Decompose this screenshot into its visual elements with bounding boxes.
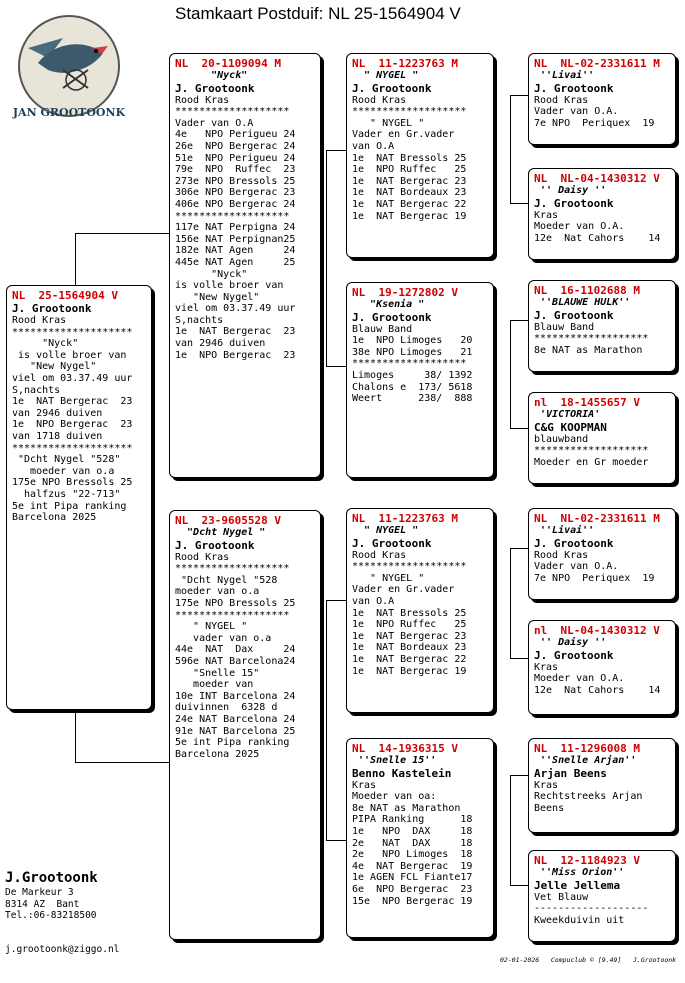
card-line: 5e int Pipa ranking (12, 500, 127, 512)
owner-city: 8314 AZ Bant (5, 898, 80, 910)
pedigree-card-mff[interactable] (528, 508, 676, 600)
ring-number: nl NL-04-1430312 V (534, 624, 660, 637)
card-line: 1e NAT Bergerac 19 (352, 210, 467, 222)
pedigree-card-father[interactable] (169, 53, 321, 478)
card-line: Rood Kras (12, 315, 67, 326)
card-line: halfzus "22-713" (12, 488, 121, 500)
connector (510, 658, 528, 659)
ring-number: NL NL-02-2331611 M (534, 512, 660, 525)
connector (326, 840, 346, 841)
card-line: ******************* (175, 609, 290, 621)
pedigree-card-fmf[interactable] (528, 280, 676, 372)
card-line: is volle broer van (12, 349, 127, 361)
card-line: 273e NPO Bressols 25 (175, 175, 296, 187)
card-line: 6e NPO Bergerac 23 (352, 883, 473, 895)
card-line: 306e NPO Bergerac 23 (175, 187, 296, 199)
card-line: 8e NAT as Marathon (534, 344, 643, 356)
card-line: Barcelona 2025 (175, 748, 260, 760)
page-title: Stamkaart Postduif: NL 25-1564904 V (175, 4, 461, 23)
connector (510, 428, 528, 429)
card-line: " NYGEL " (352, 117, 425, 129)
card-line: moeder van (175, 679, 254, 691)
card-line: Kras (352, 779, 377, 791)
card-line: 7e NPO Periquex 19 (534, 572, 655, 584)
owner-email[interactable]: j.grootoonk@ziggo.nl (5, 944, 120, 955)
footer-credit: 02-01-2026 Compuclub © [9.49] J.Grootoonk (500, 956, 677, 964)
card-line: "Snelle 15" (175, 667, 260, 679)
card-line: 4e NPO Perigueu 24 (175, 129, 296, 141)
card-line: moeder van o.a (12, 465, 115, 477)
card-line: "Nyck" (175, 268, 248, 280)
ring-number: NL 11-1223763 M (352, 57, 458, 70)
card-line: 1e NAT Bordeaux 23 (352, 642, 467, 654)
card-line: Vet Blauw (534, 891, 589, 903)
ring-number: nl 18-1455657 V (534, 396, 640, 409)
pedigree-card-fm[interactable] (346, 282, 494, 478)
card-line: 38e NPO Limoges 21 (352, 346, 473, 358)
card-line: 1e NAT Bergerac 23 (352, 630, 467, 642)
card-line: 24e NAT Barcelona 24 (175, 713, 296, 725)
card-line: 1e NAT Bressols 25 (352, 152, 467, 164)
card-line: ''Livai'' (534, 70, 595, 81)
card-line: "Ksenia " (352, 299, 425, 310)
card-line: '' Daisy '' (534, 185, 607, 196)
card-line: 1e NAT Bergerac 23 (352, 175, 467, 187)
connector (510, 320, 528, 321)
card-line: Rood Kras (175, 94, 230, 106)
card-line: "Nyck" (175, 70, 248, 81)
card-line: ******************* (175, 563, 290, 575)
card-line: ''Snelle Arjan'' (534, 755, 637, 766)
card-line: 156e NAT Perpignan25 (175, 233, 296, 245)
card-line: Barcelona 2025 (12, 512, 97, 524)
card-line: " NYGEL " (352, 572, 425, 584)
card-line: Vader en Gr.vader (352, 584, 455, 596)
connector (510, 203, 528, 204)
card-line: 1e NPO DAX 18 (352, 825, 473, 837)
card-line: Kweekduivin uit (534, 914, 625, 926)
card-line: Blauw Band (352, 323, 413, 335)
card-line: 7e NPO Periquex 19 (534, 117, 655, 129)
card-line: Rood Kras (352, 94, 407, 106)
card-line: ******************* (352, 106, 467, 118)
card-line: S,nachts (12, 384, 61, 396)
pedigree-card-fff[interactable] (528, 53, 676, 145)
card-line: 1e NPO Limoges 20 (352, 335, 473, 347)
card-line: "New Nygel" (175, 291, 260, 303)
card-line: 4e NAT Bergerac 19 (352, 860, 473, 872)
card-line: van 2946 duiven (175, 338, 266, 350)
logo-text: JAN GROOTOONK (12, 106, 126, 119)
card-line: van O.A (352, 140, 395, 152)
ring-number: NL NL-02-2331611 M (534, 57, 660, 70)
card-line: van 2946 duiven (12, 407, 103, 419)
card-line: duivinnen 6328 d (175, 702, 278, 714)
card-line: " NYGEL " (175, 621, 248, 633)
card-line: Blauw Band (534, 321, 595, 333)
ring-number: NL 19-1272802 V (352, 286, 458, 299)
card-line: ******************* (352, 561, 467, 573)
card-line: 2e NAT DAX 18 (352, 837, 473, 849)
card-line: J. Grootoonk (352, 310, 432, 324)
pedigree-card-subject[interactable] (6, 285, 152, 710)
connector (510, 885, 528, 886)
connector (510, 320, 511, 428)
card-line: S,nachts (175, 314, 224, 326)
pedigree-card-mother[interactable] (169, 510, 321, 940)
card-line: 1e NPO Ruffec 25 (352, 619, 467, 631)
card-line: 1e NAT Bergerac 19 (352, 665, 467, 677)
card-line: viel om 03.37.49 uur (175, 303, 296, 315)
card-line: 406e NPO Bergerac 24 (175, 198, 296, 210)
card-line: Vader van O.A. (534, 106, 619, 118)
card-line: 1e NAT Bressols 25 (352, 607, 467, 619)
connector (75, 233, 169, 234)
card-line: Kras (534, 209, 559, 221)
card-line: "New Nygel" (12, 361, 97, 373)
pedigree-card-mf[interactable] (346, 508, 494, 713)
card-line: 2e NPO Limoges 18 (352, 849, 473, 861)
card-line: ******************* (175, 210, 290, 222)
card-line: van 1718 duiven (12, 430, 103, 442)
card-line: Jelle Jellema (534, 878, 621, 892)
card-line: Rood Kras (352, 549, 407, 561)
card-line: J. Grootoonk (534, 648, 614, 662)
pigeon-logo (8, 8, 130, 130)
connector (75, 233, 76, 285)
connector (75, 762, 169, 763)
ring-number: NL 16-1102688 M (534, 284, 640, 297)
ring-number: NL 11-1223763 M (352, 512, 458, 525)
card-line: J. Grootoonk (534, 196, 614, 210)
card-line: 79e NPO Ruffec 23 (175, 164, 296, 176)
card-line: Vader van O.A (175, 117, 254, 129)
card-line: ******************* (352, 358, 467, 370)
card-line: C&G KOOPMAN (534, 420, 607, 434)
card-line: Moeder van O.A. (534, 221, 625, 233)
card-line: Moeder en Gr moeder (534, 456, 649, 468)
ring-number: NL 20-1109094 M (175, 57, 281, 70)
card-line: 'VICTORIA' (534, 409, 601, 420)
ring-number: NL 25-1564904 V (12, 289, 118, 302)
connector (75, 710, 76, 762)
card-line: 26e NPO Bergerac 24 (175, 140, 296, 152)
card-line: Rood Kras (534, 549, 589, 561)
card-line: Kras (534, 661, 559, 673)
card-line: Vader van O.A. (534, 561, 619, 573)
pedigree-card-ff[interactable] (346, 53, 494, 258)
card-line: "Dcht Nygel "528 (175, 574, 278, 586)
card-line: 1e NAT Bordeaux 23 (352, 187, 467, 199)
card-line: ------------------- (534, 903, 649, 915)
card-line: 91e NAT Barcelona 25 (175, 725, 296, 737)
ring-number: NL NL-04-1430312 V (534, 172, 660, 185)
ring-number: NL 11-1296008 M (534, 742, 640, 755)
connector (326, 150, 327, 366)
card-line: ******************* (534, 445, 649, 457)
card-line: ''BLAUWE HULK'' (534, 297, 631, 308)
pedigree-card-mm[interactable] (346, 738, 494, 938)
connector (510, 548, 511, 658)
ring-number: NL 12-1184923 V (534, 854, 640, 867)
pedigree-card-mmf[interactable] (528, 738, 676, 833)
ring-number: NL 14-1936315 V (352, 742, 458, 755)
connector (510, 95, 511, 203)
pedigree-card-mfm[interactable] (528, 620, 676, 715)
card-line: Arjan Beens (534, 766, 607, 780)
card-line: 596e NAT Barcelona24 (175, 655, 296, 667)
connector (326, 600, 327, 840)
card-line: J. Grootoonk (534, 536, 614, 550)
card-line: " NYGEL " (352, 525, 419, 536)
card-line: ******************* (534, 333, 649, 345)
card-line: 1e NPO Ruffec 25 (352, 164, 467, 176)
card-line: Rechtstreeks Arjan (534, 791, 643, 803)
card-line: 1e NAT Bergerac 23 (175, 326, 296, 338)
card-line: Moeder van O.A. (534, 673, 625, 685)
connector (326, 150, 346, 151)
card-line: J. Grootoonk (352, 81, 432, 95)
card-line: ''Livai'' (534, 525, 595, 536)
connector (326, 600, 346, 601)
pedigree-card-ffm[interactable] (528, 168, 676, 260)
card-line: ******************* (175, 106, 290, 118)
card-line: is volle broer van (175, 280, 284, 292)
owner-address: De Markeur 3 (5, 887, 74, 898)
card-line: 5e int Pipa ranking (175, 737, 290, 749)
card-line: J. Grootoonk (534, 308, 614, 322)
card-line: 10e INT Barcelona 24 (175, 690, 296, 702)
card-line: Moeder van oa: (352, 791, 437, 803)
ring-number: NL 23-9605528 V (175, 514, 281, 527)
card-line: J. Grootoonk (12, 302, 92, 315)
card-line: "Nyck" (12, 338, 79, 350)
card-line: "Dcht Nygel "528" (12, 454, 121, 466)
card-line: " NYGEL " (352, 70, 419, 81)
owner-block (5, 870, 98, 922)
card-line: 175e NPO Bressols 25 (175, 597, 296, 609)
card-line: J. Grootoonk (352, 536, 432, 550)
card-line: 182e NAT Agen 24 (175, 245, 296, 257)
card-line: 1e NAT Bergerac 22 (352, 653, 467, 665)
card-line: "Dcht Nygel " (175, 527, 266, 538)
card-line: J. Grootoonk (534, 81, 614, 95)
card-line: Chalons e 173/ 5618 (352, 381, 473, 393)
card-line: Rood Kras (175, 551, 230, 563)
card-line: Kras (534, 779, 559, 791)
card-line: 44e NAT Dax 24 (175, 644, 296, 656)
card-line: vader van o.a (175, 632, 272, 644)
card-line: J. Grootoonk (175, 81, 255, 95)
card-line: Rood Kras (534, 94, 589, 106)
card-line: viel om 03.37.49 uur (12, 372, 133, 384)
card-line: 8e NAT as Marathon (352, 802, 461, 814)
card-line: Limoges 38/ 1392 (352, 369, 473, 381)
card-line: 175e NPO Bressols 25 (12, 477, 133, 489)
card-line: van O.A (352, 595, 395, 607)
card-line: '' Daisy '' (534, 637, 607, 648)
owner-name: J.Grootoonk (5, 870, 98, 886)
card-line: 1e NPO Bergerac 23 (175, 349, 296, 361)
card-line: Vader en Gr.vader (352, 129, 455, 141)
card-line: Weert 238/ 888 (352, 393, 473, 405)
card-line: ******************** (12, 326, 133, 338)
card-line: ''Miss Orion'' (534, 867, 625, 878)
pedigree-card-fmm[interactable] (528, 392, 676, 484)
card-line: PIPA Ranking 18 (352, 814, 473, 826)
card-line: 1e NPO Bergerac 23 (12, 419, 133, 431)
card-line: 15e NPO Bergerac 19 (352, 895, 473, 907)
connector (510, 775, 528, 776)
card-line: 12e Nat Cahors 14 (534, 232, 661, 244)
card-line: Beens (534, 802, 565, 814)
card-line: 51e NPO Perigueu 24 (175, 152, 296, 164)
connector (510, 548, 528, 549)
card-line: 117e NAT Perpigna 24 (175, 222, 296, 234)
pedigree-card-mmm[interactable] (528, 850, 676, 942)
card-line: 1e AGEN FCL Fiante17 (352, 872, 473, 884)
card-line: ''Snelle 15'' (352, 755, 437, 766)
connector (510, 95, 528, 96)
card-line: blauwband (534, 433, 589, 445)
card-line: 445e NAT Agen 25 (175, 256, 296, 268)
card-line: ******************** (12, 442, 133, 454)
connector (510, 775, 511, 885)
owner-phone: Tel.:06-83218500 (5, 910, 97, 921)
card-line: 12e Nat Cahors 14 (534, 684, 661, 696)
connector (326, 366, 346, 367)
card-line: Benno Kastelein (352, 766, 452, 780)
card-line: 1e NAT Bergerac 23 (12, 396, 133, 408)
card-line: moeder van o.a (175, 586, 260, 598)
card-line: 1e NAT Bergerac 22 (352, 198, 467, 210)
card-line: J. Grootoonk (175, 538, 255, 552)
